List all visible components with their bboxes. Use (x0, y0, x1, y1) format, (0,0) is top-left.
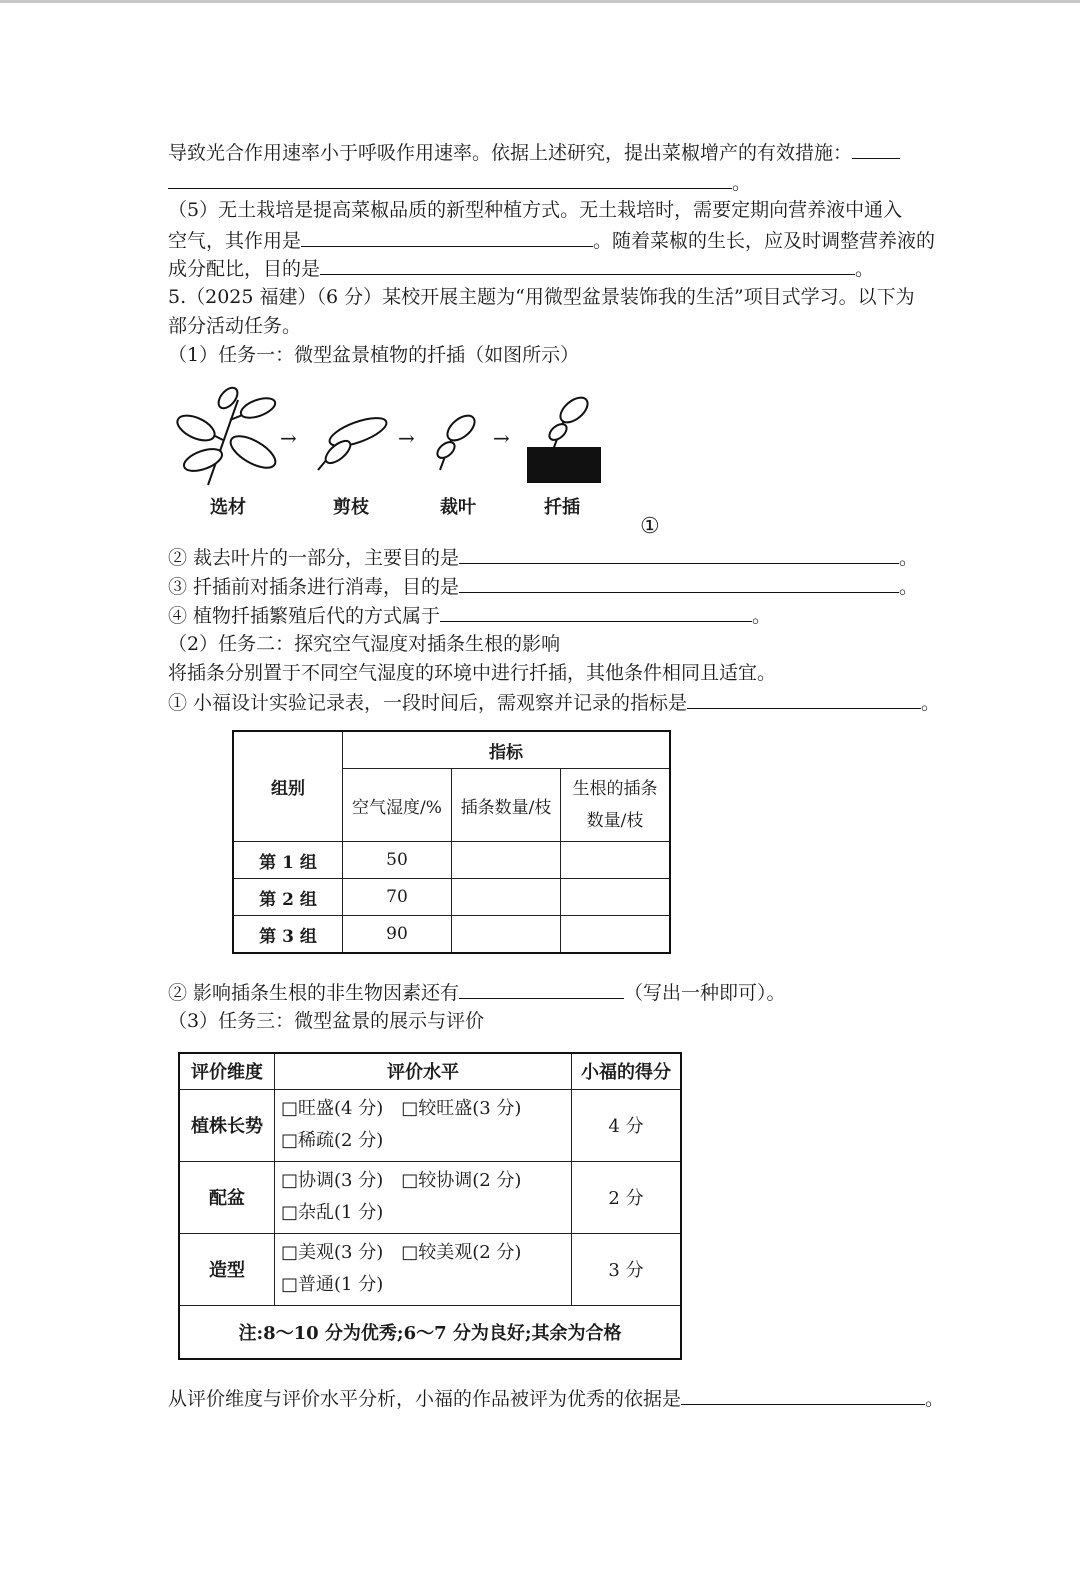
options-line: □协调(3 分) □较协调(2 分) (281, 1170, 522, 1191)
table-row (179, 1089, 681, 1161)
empty-cell (452, 842, 561, 879)
text-t2q1a: ① 小福设计实验记录表，一段时间后，需观察并记录的指标是 (168, 692, 688, 714)
plant-cut-icon (318, 412, 390, 470)
score-cell: 2 分 (572, 1161, 682, 1233)
task-2-q2 (168, 980, 786, 1005)
question-4 (168, 603, 771, 628)
text-line-2 (168, 170, 751, 195)
answer-blank (681, 1386, 925, 1405)
text-l5b: 。 (855, 258, 875, 280)
arrow-icon: → (493, 426, 510, 450)
figure-marker: ① (640, 514, 660, 539)
step-label: 扦插 (544, 497, 580, 518)
group-cell: 第 2 组 (233, 879, 343, 916)
empty-cell (561, 842, 671, 879)
header-group: 组别 (233, 731, 343, 842)
options-line: □杂乱(1 分) (281, 1202, 384, 1223)
step-label: 剪枝 (333, 497, 369, 518)
level-cell (275, 1161, 572, 1233)
task-2-q1 (168, 690, 940, 715)
table-row (179, 1161, 681, 1233)
empty-cell (452, 879, 561, 916)
group-cell: 第 3 组 (233, 916, 343, 954)
table-row (233, 916, 670, 954)
text-q4a: ④ 植物扦插繁殖后代的方式属于 (168, 605, 441, 627)
header-indicator: 指标 (343, 731, 671, 769)
header-humidity: 空气湿度/% (343, 769, 452, 842)
header-rooted-a: 生根的插条 (572, 779, 658, 799)
level-cell (275, 1089, 572, 1161)
plant-whole-icon (174, 384, 281, 485)
text-q3a: ③ 扦插前对插条进行消毒，目的是 (168, 576, 460, 598)
text-line-1 (168, 140, 900, 165)
text-l2-end: 。 (732, 172, 752, 194)
dimension-cell: 植株长势 (179, 1089, 275, 1161)
dimension-cell: 造型 (179, 1233, 275, 1305)
header-level: 评价水平 (275, 1053, 572, 1089)
options-line: □美观(3 分) □较美观(2 分) (281, 1242, 522, 1263)
header-dimension: 评价维度 (179, 1053, 275, 1089)
task-2-desc: 将插条分别置于不同空气湿度的环境中进行扦插，其他条件相同且适宜。 (168, 662, 777, 684)
score-cell: 3 分 (572, 1233, 682, 1305)
text-final-a: 从评价维度与评价水平分析，小福的作品被评为优秀的依据是 (168, 1388, 682, 1410)
text-line-4 (168, 228, 935, 253)
text-l1: 导致光合作用速率小于呼吸作用速率。依据上述研究，提出菜椒增产的有效措施： (168, 142, 853, 164)
answer-blank (459, 574, 899, 593)
options-line: □旺盛(4 分) □较旺盛(3 分) (281, 1098, 522, 1119)
answer-blank (852, 140, 900, 159)
humidity-cell: 50 (343, 842, 452, 879)
text-line-8: （1）任务一：微型盆景植物的扦插（如图所示） (168, 344, 580, 366)
text-line-5 (168, 256, 874, 281)
answer-blank (459, 980, 624, 999)
text-final-b: 。 (925, 1388, 945, 1410)
answer-blank (440, 603, 752, 622)
answer-blank (687, 690, 921, 709)
text-line-3: （5）无土栽培是提高菜椒品质的新型种植方式。无土栽培时，需要定期向营养液中通入 (168, 199, 903, 221)
header-rooted-b: 数量/枝 (586, 811, 644, 831)
text-q4b: 。 (752, 605, 772, 627)
question-2 (168, 545, 918, 570)
table-row (179, 1233, 681, 1305)
answer-blank (459, 545, 899, 564)
evaluation-table (178, 1052, 682, 1360)
step-label: 裁叶 (440, 497, 476, 518)
header-score: 小福的得分 (572, 1053, 682, 1089)
experiment-record-table (232, 730, 671, 954)
level-cell (275, 1233, 572, 1305)
header-cutting-count: 插条数量/枝 (452, 769, 561, 842)
group-cell: 第 1 组 (233, 842, 343, 879)
top-rule (0, 0, 1080, 3)
header-rooted-count (561, 769, 671, 842)
text-line-6: 5.（2025 福建）（6 分）某校开展主题为“用微型盆景装饰我的生活”项目式学习。以下为 (168, 286, 915, 308)
task-2-title: （2）任务二：探究空气湿度对插条生根的影响 (168, 633, 561, 655)
dimension-cell: 配盆 (179, 1161, 275, 1233)
answer-blank (168, 170, 732, 189)
options-line: □稀疏(2 分) (281, 1130, 384, 1151)
text-line-7: 部分活动任务。 (168, 315, 302, 337)
text-t2q2a: ② 影响插条生根的非生物因素还有 (168, 982, 460, 1004)
table-row (233, 842, 670, 879)
plant-trimmed-icon (434, 411, 479, 470)
answer-blank (301, 228, 593, 247)
score-cell: 4 分 (572, 1089, 682, 1161)
final-question (168, 1386, 944, 1411)
text-q3b: 。 (899, 576, 919, 598)
plant-planted-icon (528, 393, 600, 482)
table-note: 注:8～10 分为优秀;6～7 分为良好;其余为合格 (179, 1305, 681, 1359)
options-line: □普通(1 分) (281, 1274, 384, 1295)
table-row (233, 879, 670, 916)
text-t2q2b: （写出一种即可）。 (624, 982, 786, 1004)
empty-cell (561, 879, 671, 916)
answer-blank (320, 256, 855, 275)
arrow-icon: → (280, 426, 297, 450)
task-3-title: （3）任务三：微型盆景的展示与评价 (168, 1010, 485, 1032)
text-t2q1b: 。 (921, 692, 941, 714)
arrow-icon: → (398, 426, 415, 450)
humidity-cell: 70 (343, 879, 452, 916)
text-l5a: 成分配比，目的是 (168, 258, 321, 280)
text-q2a: ② 裁去叶片的一部分，主要目的是 (168, 547, 460, 569)
text-l4a: 空气，其作用是 (168, 230, 302, 252)
empty-cell (452, 916, 561, 954)
plant-drawings (168, 380, 688, 510)
cutting-steps-figure (168, 380, 688, 540)
step-label: 选材 (210, 497, 246, 518)
text-q2b: 。 (899, 547, 919, 569)
text-l4b: 。随着菜椒的生长，应及时调整营养液的 (593, 230, 936, 252)
empty-cell (561, 916, 671, 954)
humidity-cell: 90 (343, 916, 452, 954)
question-3 (168, 574, 918, 599)
